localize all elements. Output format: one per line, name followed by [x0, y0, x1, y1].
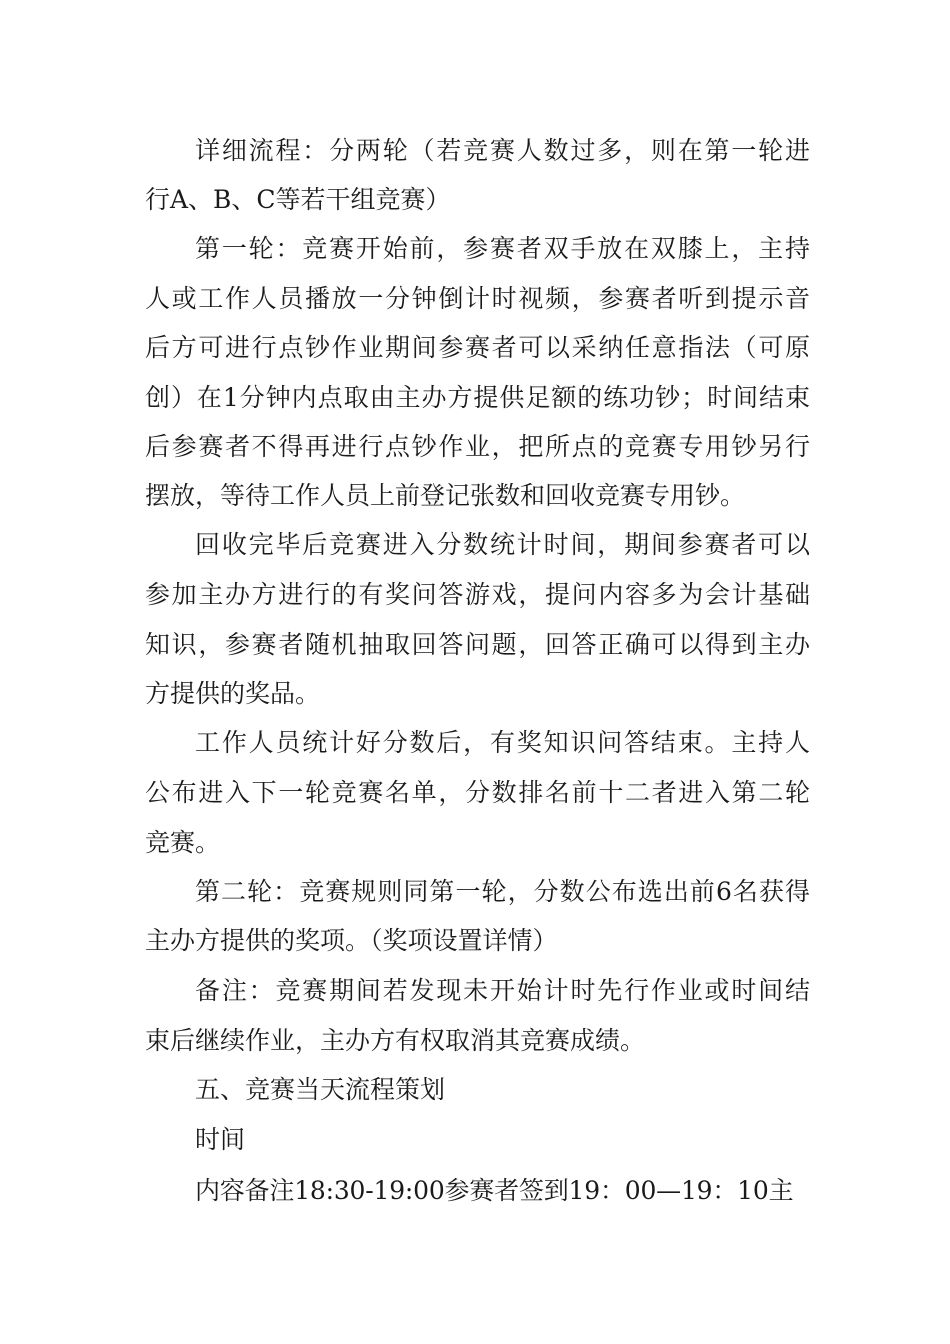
- paragraph-round-one-line: 摆放，等待工作人员上前登记张数和回收竞赛专用钞。: [145, 481, 746, 510]
- paragraph-results-line: 竞赛。: [145, 828, 221, 857]
- paragraph-results-line: 工作人员统计好分数后，有奖知识问答结束。主持人: [195, 728, 810, 757]
- paragraph-round-one-line: 人或工作人员播放一分钟倒计时视频，参赛者听到提示音: [145, 284, 810, 313]
- paragraph-recovery-line: 方提供的奖品。: [145, 679, 321, 708]
- paragraph-round-two-line: 第二轮：竞赛规则同第一轮，分数公布选出前6名获得: [195, 877, 810, 906]
- paragraph-recovery-line: 知识，参赛者随机抽取回答问题，回答正确可以得到主办: [145, 630, 810, 659]
- paragraph-round-one-line: 创）在1分钟内点取由主办方提供足额的练功钞；时间结束: [145, 383, 810, 412]
- paragraph-recovery-line: 参加主办方进行的有奖问答游戏，提问内容多为会计基础: [145, 580, 810, 609]
- paragraph-note-line: 备注：竞赛期间若发现未开始计时先行作业或时间结: [195, 976, 810, 1005]
- paragraph-detail-flow-line: 行A、B、C等若干组竞赛）: [145, 185, 451, 214]
- paragraph-detail-flow-line: 详细流程：分两轮（若竞赛人数过多，则在第一轮进: [195, 136, 810, 165]
- paragraph-note-line: 束后继续作业，主办方有权取消其竞赛成绩。: [145, 1026, 646, 1055]
- paragraph-recovery-line: 回收完毕后竞赛进入分数统计时间，期间参赛者可以: [195, 530, 810, 559]
- schedule-label-time: 时间: [195, 1125, 246, 1154]
- paragraph-round-one-line: 后参赛者不得再进行点钞作业，把所点的竞赛专用钞另行: [145, 432, 810, 461]
- paragraph-round-one-line: 后方可进行点钞作业期间参赛者可以采纳任意指法（可原: [145, 333, 810, 362]
- schedule-line: 内容备注18:30-19:00参赛者签到19：00—19：10主: [195, 1176, 794, 1205]
- paragraph-round-one-line: 第一轮：竞赛开始前，参赛者双手放在双膝上，主持: [195, 234, 810, 263]
- paragraph-results-line: 公布进入下一轮竞赛名单，分数排名前十二者进入第二轮: [145, 778, 810, 807]
- paragraph-round-two-line: 主办方提供的奖项。（奖项设置详情）: [145, 926, 558, 955]
- section-heading: 五、竞赛当天流程策划: [195, 1075, 446, 1104]
